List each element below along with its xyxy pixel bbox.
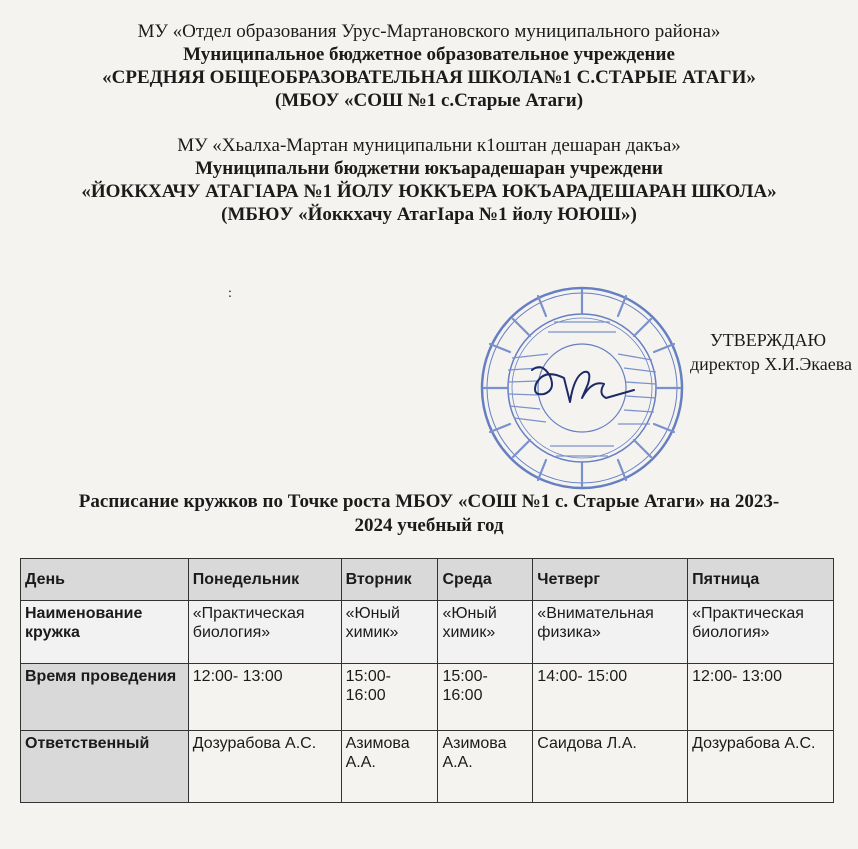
official-stamp	[478, 284, 686, 492]
approval-label: УТВЕРЖДАЮ	[709, 330, 826, 350]
schedule-title-line-1: Расписание кружков по Точке роста МБОУ «СОШ №1 с. Старые Атаги» на 2023-	[78, 491, 780, 512]
table-cell: «Практическая биология»	[188, 601, 341, 664]
header-thursday: Четверг	[533, 559, 688, 601]
stray-mark: :	[228, 286, 232, 301]
header-monday: Понедельник	[188, 559, 341, 601]
table-cell: Азимова А.А.	[438, 731, 533, 803]
header-wednesday: Среда	[438, 559, 533, 601]
table-cell: 15:00- 16:00	[341, 664, 438, 731]
schedule-title-line-2: 2024 учебный год	[354, 515, 504, 536]
table-cell: «Практическая биология»	[688, 601, 834, 664]
ru-department: МУ «Отдел образования Урус-Мартановского муниципального района»	[137, 21, 721, 42]
table-cell: «Юный химик»	[341, 601, 438, 664]
table-cell: 12:00- 13:00	[188, 664, 341, 731]
row-label-club: Наименование кружка	[21, 601, 189, 664]
approval-signatory: директор Х.И.Экаева	[690, 354, 852, 374]
row-label-time: Время проведения	[21, 664, 189, 731]
table-header-row	[21, 559, 834, 601]
table-cell: 15:00- 16:00	[438, 664, 533, 731]
table-row	[21, 731, 834, 803]
header-day: День	[21, 559, 189, 601]
table-cell: 14:00- 15:00	[533, 664, 688, 731]
table-cell: «Юный химик»	[438, 601, 533, 664]
header-tuesday: Вторник	[341, 559, 438, 601]
approval-block	[690, 328, 852, 376]
schedule-title	[0, 490, 858, 538]
ce-institution-type: Муниципальни бюджетни юкъарадешаран учреждени	[195, 158, 663, 179]
table-cell: «Внимательная физика»	[533, 601, 688, 664]
document-header	[0, 20, 858, 226]
schedule-table	[20, 558, 834, 803]
row-label-responsible: Ответственный	[21, 731, 189, 803]
table-cell: Дозурабова А.С.	[688, 731, 834, 803]
table-row	[21, 664, 834, 731]
table-cell: Азимова А.А.	[341, 731, 438, 803]
ru-school-name: «СРЕДНЯЯ ОБЩЕОБРАЗОВАТЕЛЬНАЯ ШКОЛА№1 С.СТАРЫЕ АТАГИ»	[102, 67, 756, 88]
ru-school-abbrev: (МБОУ «СОШ №1 с.Старые Атаги)	[274, 90, 584, 111]
table-row	[21, 601, 834, 664]
table-cell: Дозурабова А.С.	[188, 731, 341, 803]
table-cell: Саидова Л.А.	[533, 731, 688, 803]
table-cell: 12:00- 13:00	[688, 664, 834, 731]
signature	[532, 367, 634, 402]
header-friday: Пятница	[688, 559, 834, 601]
ce-school-name: «ЙОККХАЧУ АТАГIАРА №1 ЙОЛУ ЮККЪЕРА ЮКЪАРАДЕШАРАН ШКОЛА»	[81, 181, 777, 202]
ru-institution-type: Муниципальное бюджетное образовательное учреждение	[183, 44, 675, 65]
ce-department: МУ «Хьалха-Мартан муниципальни к1оштан дешаран дакъа»	[177, 135, 681, 156]
ce-school-abbrev: (МБЮУ «Йоккхачу АтагIара №1 йолу ЮЮШ»)	[221, 204, 637, 225]
